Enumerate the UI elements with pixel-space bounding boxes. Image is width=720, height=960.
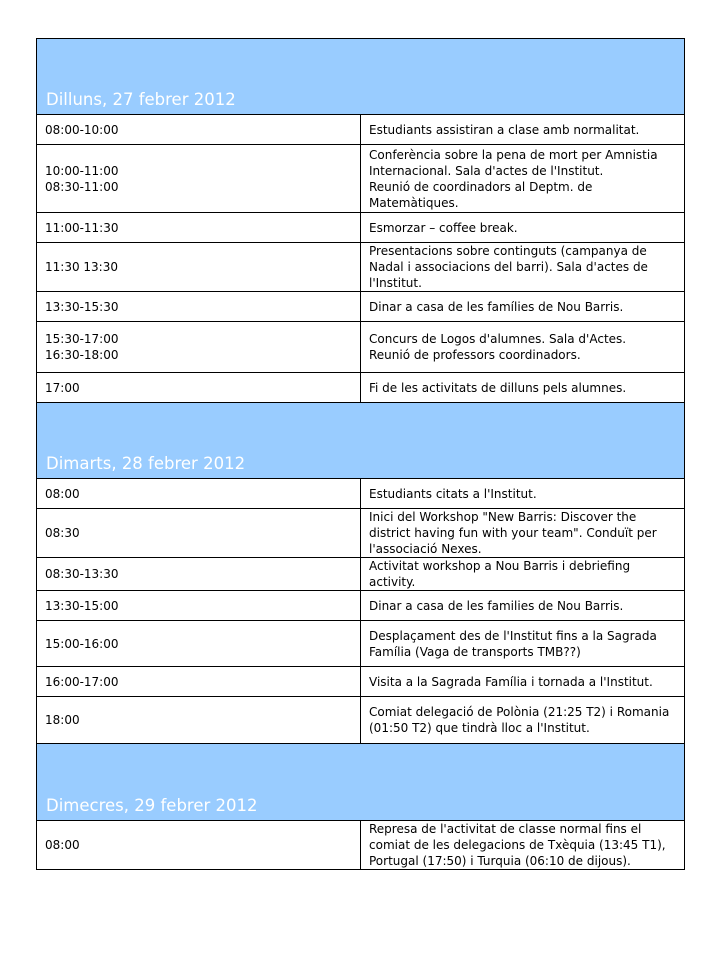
day-header-row	[37, 39, 685, 115]
table-row	[37, 479, 685, 509]
activity-text: Comiat delegació de Polònia (21:25 T2) i Romania (01:50 T2) que tindrà lloc a l'Institut.	[369, 705, 670, 735]
time-cell	[37, 558, 361, 591]
table-row	[37, 145, 685, 213]
time-cell	[37, 591, 361, 621]
table-row	[37, 509, 685, 558]
time-cell	[37, 479, 361, 509]
activity-cell	[361, 373, 685, 403]
schedule-table	[36, 38, 685, 870]
activity-text: Presentacions sobre continguts (campanya de Nadal i associacions del barri). Sala d'actes de l'Institut.	[369, 244, 648, 290]
day-title: Dimecres, 29 febrer 2012	[37, 744, 685, 821]
time-text: 13:30-15:30	[45, 299, 119, 314]
table-row	[37, 373, 685, 403]
time-cell	[37, 667, 361, 697]
day-header-row	[37, 403, 685, 479]
time-cell	[37, 243, 361, 292]
activity-cell	[361, 479, 685, 509]
table-row	[37, 243, 685, 292]
activity-cell	[361, 509, 685, 558]
time-text: 11:30 13:30	[45, 260, 118, 274]
time-text: 13:30-15:00	[45, 598, 119, 613]
table-row	[37, 821, 685, 870]
activity-text: Esmorzar – coffee break.	[369, 220, 518, 235]
activity-cell	[361, 145, 685, 213]
table-row	[37, 322, 685, 373]
activity-cell	[361, 115, 685, 145]
time-text: 08:30-11:00	[45, 179, 119, 194]
day-title: Dimarts, 28 febrer 2012	[37, 403, 685, 479]
time-text: 08:00	[45, 838, 80, 852]
time-text: 15:30-17:00	[45, 332, 119, 346]
activity-cell	[361, 558, 685, 591]
table-row	[37, 558, 685, 591]
time-text: 10:00-11:00	[45, 163, 119, 178]
activity-text: Concurs de Logos d'alumnes. Sala d'Actes.	[369, 332, 627, 346]
activity-cell	[361, 667, 685, 697]
day-header-row	[37, 744, 685, 821]
activity-text: Desplaçament des de l'Institut fins a la Sagrada Família (Vaga de transports TMB??)	[369, 628, 657, 659]
time-text: 08:00	[45, 486, 80, 501]
table-row	[37, 667, 685, 697]
time-text: 17:00	[45, 380, 80, 395]
time-cell	[37, 292, 361, 322]
activity-cell	[361, 697, 685, 744]
activity-cell	[361, 322, 685, 373]
time-text: 11:00-11:30	[45, 220, 119, 235]
activity-text: Visita a la Sagrada Família i tornada a l'Institut.	[369, 674, 653, 689]
activity-text: Estudiants citats a l'Institut.	[369, 486, 537, 501]
activity-text: Reunió de coordinadors al Deptm. de Matemàtiques.	[369, 179, 593, 210]
table-row	[37, 115, 685, 145]
activity-text: Activitat workshop a Nou Barris i debriefing activity.	[369, 559, 631, 589]
activity-cell	[361, 243, 685, 292]
time-text: 08:30	[45, 526, 80, 540]
table-row	[37, 591, 685, 621]
time-text: 15:00-16:00	[45, 636, 119, 651]
activity-text: Conferència sobre la pena de mort per Amnistia Internacional. Sala d'actes de l'Institut.	[369, 147, 658, 178]
activity-text: Dinar a casa de les families de Nou Barris.	[369, 598, 624, 613]
time-text: 18:00	[45, 713, 80, 727]
activity-text: Estudiants assistiran a clase amb normalitat.	[369, 122, 640, 137]
table-row	[37, 292, 685, 322]
time-cell	[37, 145, 361, 213]
time-cell	[37, 697, 361, 744]
time-cell	[37, 509, 361, 558]
table-row	[37, 697, 685, 744]
time-cell	[37, 621, 361, 667]
time-cell	[37, 213, 361, 243]
activity-cell	[361, 821, 685, 870]
time-cell	[37, 115, 361, 145]
day-title: Dilluns, 27 febrer 2012	[37, 39, 685, 115]
activity-text: Represa de l'activitat de classe normal fins el comiat de les delegacions de Txèquia (13:45 T1), Portugal (17:50) i Turquia (06:10 de dijous).	[369, 822, 666, 868]
activity-cell	[361, 292, 685, 322]
activity-cell	[361, 621, 685, 667]
table-row	[37, 621, 685, 667]
activity-text: Dinar a casa de les famílies de Nou Barris.	[369, 299, 624, 314]
time-cell	[37, 322, 361, 373]
activity-text: Inici del Workshop "New Barris: Discover the district having fun with your team". Conduït per l'associació Nexes.	[369, 510, 657, 556]
time-cell	[37, 821, 361, 870]
activity-text: Fi de les activitats de dilluns pels alumnes.	[369, 380, 627, 395]
time-text: 16:30-18:00	[45, 348, 119, 362]
activity-cell	[361, 591, 685, 621]
time-text: 08:00-10:00	[45, 122, 119, 137]
activity-text: Reunió de professors coordinadors.	[369, 348, 581, 362]
time-text: 16:00-17:00	[45, 674, 119, 689]
table-row	[37, 213, 685, 243]
time-text: 08:30-13:30	[45, 567, 119, 581]
activity-cell	[361, 213, 685, 243]
time-cell	[37, 373, 361, 403]
